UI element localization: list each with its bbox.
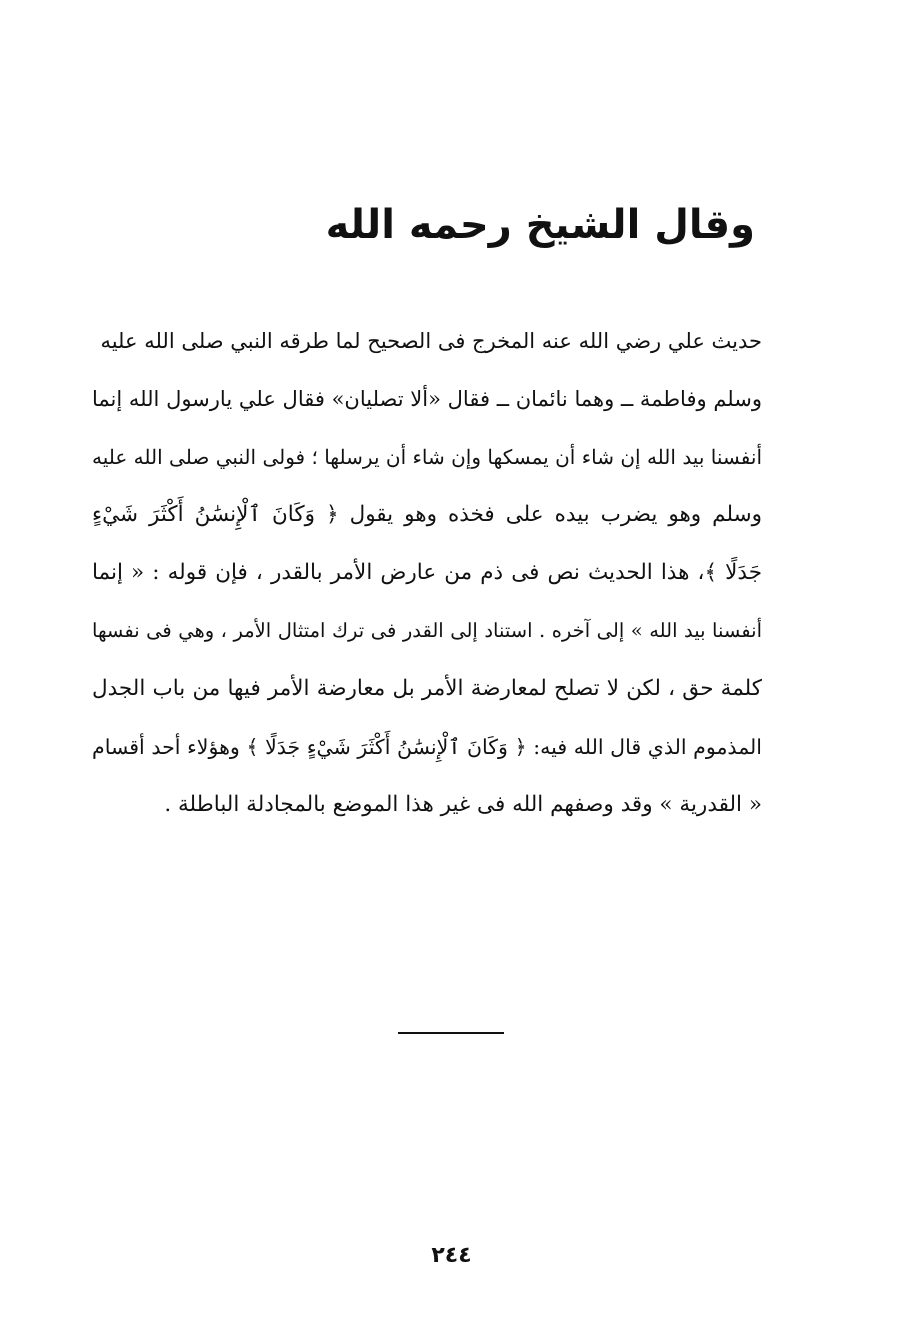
section-heading: وقال الشيخ رحمه الله <box>325 202 755 248</box>
text-line: كلمة حق ، لكن لا تصلح لمعارضة الأمر بل معارضة الأمر فيها من باب الجدل <box>92 676 762 701</box>
section-divider <box>398 1032 504 1034</box>
text-line: المذموم الذي قال الله فيه: ﴿ وَكَانَ ٱلْإِنسَٰنُ أَكْثَرَ شَيْءٍ جَدَلًا ﴾ وهؤلاء أحد أقسام <box>92 735 762 759</box>
text-line: « القدرية » وقد وصفهم الله فى غير هذا الموضع بالمجادلة الباطلة . <box>164 792 762 817</box>
text-line: وسلم وهو يضرب بيده على فخذه وهو يقول ﴿ وَكَانَ ٱلْإِنسَٰنُ أَكْثَرَ شَيْءٍ <box>92 502 762 527</box>
text-line: حديث علي رضي الله عنه المخرج فى الصحيح لما طرقه النبي صلى الله عليه <box>100 329 762 353</box>
text-line: وسلم وفاطمة ــ وهما نائمان ــ فقال «ألا تصليان» فقال علي يارسول الله إنما <box>92 387 762 411</box>
text-line: أنفسنا بيد الله » إلى آخره . استناد إلى القدر فى ترك امتثال الأمر ، وهي فى نفسها <box>92 619 762 642</box>
text-line: أنفسنا بيد الله إن شاء أن يمسكها وإن شاء أن يرسلها ؛ فولى النبي صلى الله عليه <box>92 445 762 469</box>
text-line: جَدَلًا ﴾، هذا الحديث نص فى ذم من عارض الأمر بالقدر ، فإن قوله : « إنما <box>92 560 762 585</box>
body-paragraph <box>92 312 762 834</box>
page-number: ٢٤٤ <box>431 1243 472 1268</box>
